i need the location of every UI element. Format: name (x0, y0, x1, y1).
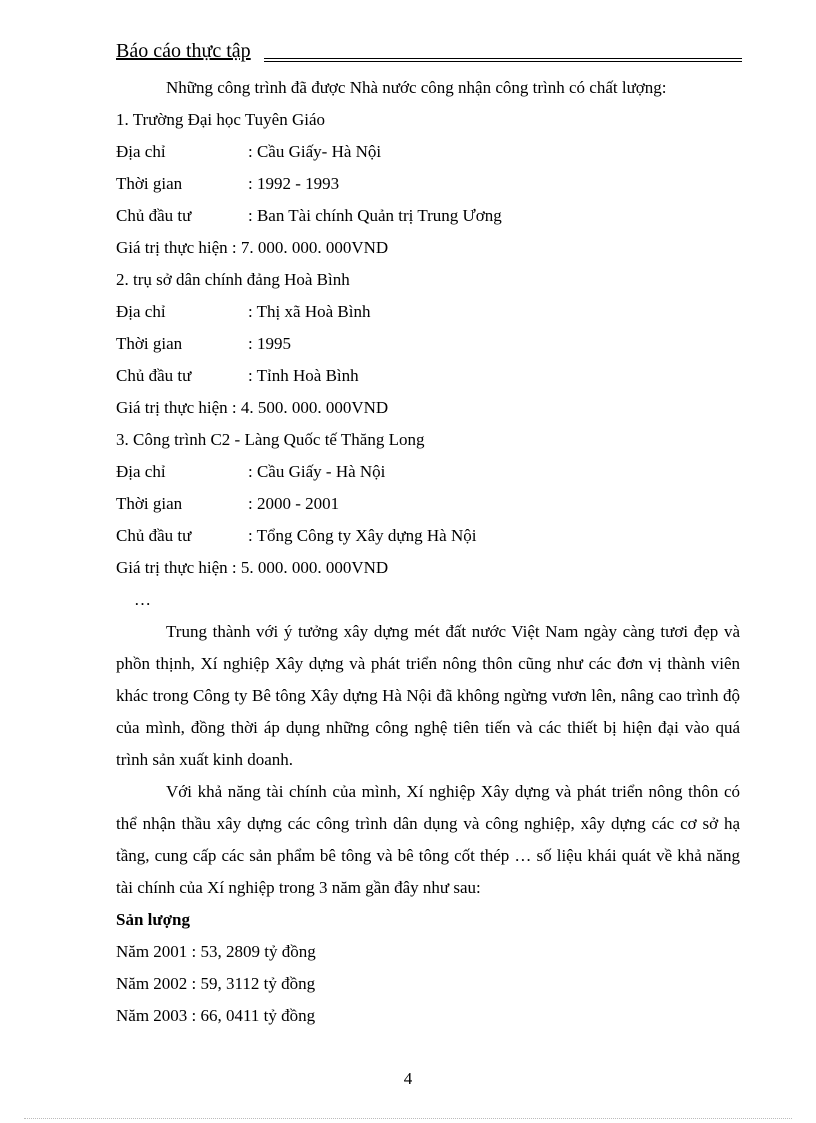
header-rule (264, 58, 742, 62)
project-time (116, 488, 740, 520)
document-body (116, 72, 740, 1032)
investor-value: : Ban Tài chính Quản trị Trung Ương (248, 206, 502, 225)
time-label: Thời gian (116, 494, 183, 513)
address-label: Địa chỉ (116, 142, 166, 161)
page-number: 4 (403, 1069, 413, 1088)
address-label: Địa chỉ (116, 462, 166, 481)
project-1 (116, 104, 740, 264)
investor-label: Chủ đầu tư (116, 206, 192, 225)
report-title: Báo cáo thực tập (116, 40, 251, 62)
project-value (116, 232, 740, 264)
investor-label: Chủ đầu tư (116, 526, 192, 545)
address-value: : Thị xã Hoà Bình (248, 302, 371, 321)
investor-value: : Tỉnh Hoà Bình (248, 366, 359, 385)
time-label: Thời gian (116, 334, 183, 353)
output-row-2002: Năm 2002 : 59, 3112 tỷ đồng (116, 974, 316, 993)
time-value: : 1992 - 1993 (248, 174, 340, 193)
address-label: Địa chỉ (116, 302, 166, 321)
project-title: 1. Trường Đại học Tuyên Giáo (116, 110, 326, 129)
time-label: Thời gian (116, 174, 183, 193)
paragraph-2: Với khả năng tài chính của mình, Xí nghiệp Xây dựng và phát triển nông thôn có thể nhận thầu xây dựng các công trình dân dụng và công nghiệp, xây dựng các cơ sở hạ tầng, cung cấp các sản phẩm bê tông và bê tông cốt thép … số liệu khái quát về khả năng tài chính của Xí nghiệp trong 3 năm gần đây như sau: (116, 782, 740, 897)
output-heading: Sản lượng (116, 910, 190, 929)
project-address (116, 296, 740, 328)
value-label: Giá trị thực hiện (116, 558, 228, 577)
footer-rule (24, 1118, 792, 1119)
project-investor (116, 200, 740, 232)
page-header (116, 38, 742, 64)
paragraph-1: Trung thành với ý tưởng xây dựng mét đất nước Việt Nam ngày càng tươi đẹp và phồn thịnh, Xí nghiệp Xây dựng và phát triển nông thôn cũng như các đơn vị thành viên khác trong Công ty Bê tông Xây dựng Hà Nội đã không ngừng vươn lên, nâng cao trình độ của mình, đồng thời áp dụng những công nghệ tiên tiến và các thiết bị hiện đại vào quá trình sản xuất kinh doanh. (116, 622, 740, 769)
project-3 (116, 424, 740, 584)
project-time (116, 168, 740, 200)
value-label: Giá trị thực hiện (116, 398, 228, 417)
project-value (116, 392, 740, 424)
project-investor (116, 360, 740, 392)
time-value: : 1995 (248, 334, 291, 353)
project-title: 2. trụ sở dân chính đảng Hoà Bình (116, 270, 350, 289)
ellipsis: … (134, 590, 151, 609)
value-amount: : 7. 000. 000. 000VND (231, 238, 389, 257)
value-amount: : 4. 500. 000. 000VND (231, 398, 389, 417)
intro-line: Những công trình đã được Nhà nước công nhận công trình có chất lượng: (166, 78, 667, 97)
project-title: 3. Công trình C2 - Làng Quốc tế Thăng Long (116, 430, 425, 449)
value-label: Giá trị thực hiện (116, 238, 228, 257)
investor-label: Chủ đầu tư (116, 366, 192, 385)
output-row-2001: Năm 2001 : 53, 2809 tỷ đồng (116, 942, 316, 961)
project-time (116, 328, 740, 360)
address-value: : Cầu Giấy - Hà Nội (248, 462, 386, 481)
time-value: : 2000 - 2001 (248, 494, 340, 513)
project-2 (116, 264, 740, 424)
project-address (116, 456, 740, 488)
project-value (116, 552, 740, 584)
address-value: : Cầu Giấy- Hà Nội (248, 142, 382, 161)
project-investor (116, 520, 740, 552)
output-row-2003: Năm 2003 : 66, 0411 tỷ đồng (116, 1006, 316, 1025)
investor-value: : Tổng Công ty Xây dựng Hà Nội (248, 526, 477, 545)
value-amount: : 5. 000. 000. 000VND (231, 558, 389, 577)
project-address (116, 136, 740, 168)
